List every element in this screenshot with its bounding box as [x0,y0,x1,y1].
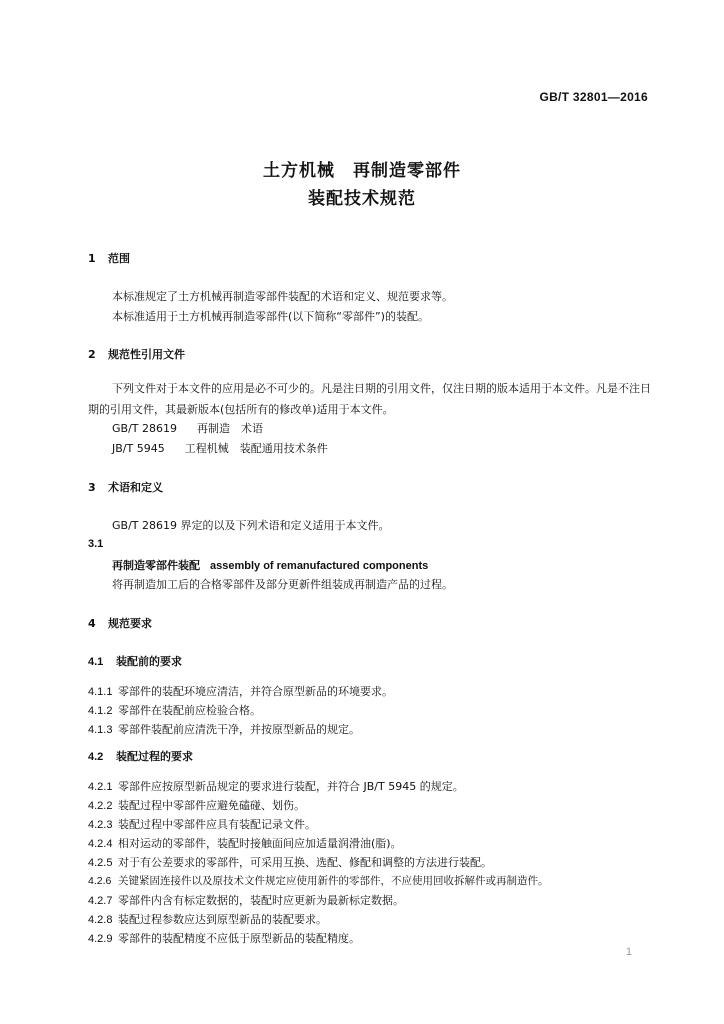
reference-title: 再制造 术语 [197,422,263,435]
term-english: assembly of remanufactured components [210,560,429,572]
clause-text: 相对运动的零部件，装配时接触面间应加适量润滑油(脂)。 [118,837,402,850]
reference-item-1 [112,420,263,436]
section-3-para-1: GB/T 28619 界定的以及下列术语和定义适用于本文件。 [112,519,390,532]
term-definition: 将再制造加工后的合格零部件及部分更新件组装成再制造产品的过程。 [112,578,453,591]
section-title: 规范性引用文件 [108,348,185,361]
clause-text: 对于有公差要求的零部件，可采用互换、选配、修配和调整的方法进行装配。 [118,856,492,869]
clause-text: 零部件装配前应清洗干净，并按原型新品的规定。 [118,723,360,736]
clause-4-2-8 [88,911,327,927]
page-number: 1 [625,946,632,958]
clause-4-2-2 [88,797,305,813]
clause-4-1-1 [88,683,393,699]
clause-4-2-7 [88,892,404,908]
reference-code: JB/T 5945 [112,442,165,455]
clause-4-2-9 [88,930,360,946]
section-4-heading [88,615,152,631]
clause-text: 零部件在装配前应检验合格。 [118,704,261,717]
document-title-line2: 装配技术规范 [308,189,416,209]
clause-text: 装配过程参数应达到原型新品的装配要求。 [118,913,327,926]
clause-number: 4.2.6 [88,875,112,887]
term-number: 3.1 [88,538,104,550]
clause-4-2-1 [88,778,464,794]
clause-number: 4.1.3 [88,724,113,736]
section-title: 规范要求 [108,617,152,630]
clause-text: 零部件应按原型新品规定的要求进行装配，并符合 JB/T 5945 的规定。 [118,780,464,793]
section-number: 2 [88,348,96,361]
clause-number: 4.1.1 [88,686,113,698]
section-number: 1 [88,252,96,265]
clause-4-1-2 [88,702,261,718]
term-entry [112,557,428,573]
clause-text: 装配过程中零部件应具有装配记录文件。 [118,818,316,831]
reference-item-2 [112,440,328,456]
section-title: 术语和定义 [108,481,163,494]
term-chinese: 再制造零部件装配 [112,559,200,572]
clause-number: 4.2.7 [88,895,113,907]
subsection-title: 装配前的要求 [116,655,182,668]
reference-code: GB/T 28619 [112,422,177,435]
clause-4-2-6 [88,873,549,888]
clause-text: 关键紧固连接件以及原技术文件规定应使用新件的零部件，不应使用回收拆解件或再制造件。 [118,875,549,887]
clause-number: 4.1.2 [88,705,113,717]
section-2-heading [88,346,185,362]
section-number: 4 [88,617,96,630]
clause-4-2-5 [88,854,492,870]
section-1-para-2: 本标准适用于土方机械再制造零部件(以下简称“零部件”)的装配。 [112,310,429,323]
clause-number: 4.2.1 [88,781,113,793]
reference-title: 工程机械 装配通用技术条件 [184,442,328,455]
clause-text: 零部件的装配环境应清洁，并符合原型新品的环境要求。 [118,685,393,698]
section-3-heading [88,479,163,495]
clause-text: 零部件内含有标定数据的，装配时应更新为最新标定数据。 [118,894,404,907]
clause-4-1-3 [88,721,360,737]
subsection-number: 4.1 [88,656,104,668]
subsection-4-1-heading [88,653,182,669]
section-2-para-1: 下列文件对于本文件的应用是必不可少的。凡是注日期的引用文件，仅注日期的版本适用于本文件。凡是不注日期的引用文件，其最新版本(包括所有的修改单)适用于本文件。 [88,382,651,416]
clause-text: 装配过程中零部件应避免磕碰、划伤。 [118,799,305,812]
standard-code: GB/T 32801—2016 [539,90,648,104]
clause-number: 4.2.4 [88,838,113,850]
subsection-4-2-heading [88,748,193,764]
clause-4-2-3 [88,816,316,832]
clause-4-2-4 [88,835,402,851]
section-1-para-1: 本标准规定了土方机械再制造零部件装配的术语和定义、规范要求等。 [112,290,453,303]
section-number: 3 [88,481,96,494]
clause-number: 4.2.5 [88,857,113,869]
clause-number: 4.2.3 [88,819,113,831]
clause-text: 零部件的装配精度不应低于原型新品的装配精度。 [118,932,360,945]
section-title: 范围 [108,252,130,265]
subsection-number: 4.2 [88,751,104,763]
section-1-heading [88,250,130,266]
clause-number: 4.2.2 [88,800,113,812]
subsection-title: 装配过程的要求 [116,750,193,763]
clause-number: 4.2.9 [88,933,113,945]
clause-number: 4.2.8 [88,914,113,926]
document-title-line1: 土方机械 再制造零部件 [263,161,461,181]
